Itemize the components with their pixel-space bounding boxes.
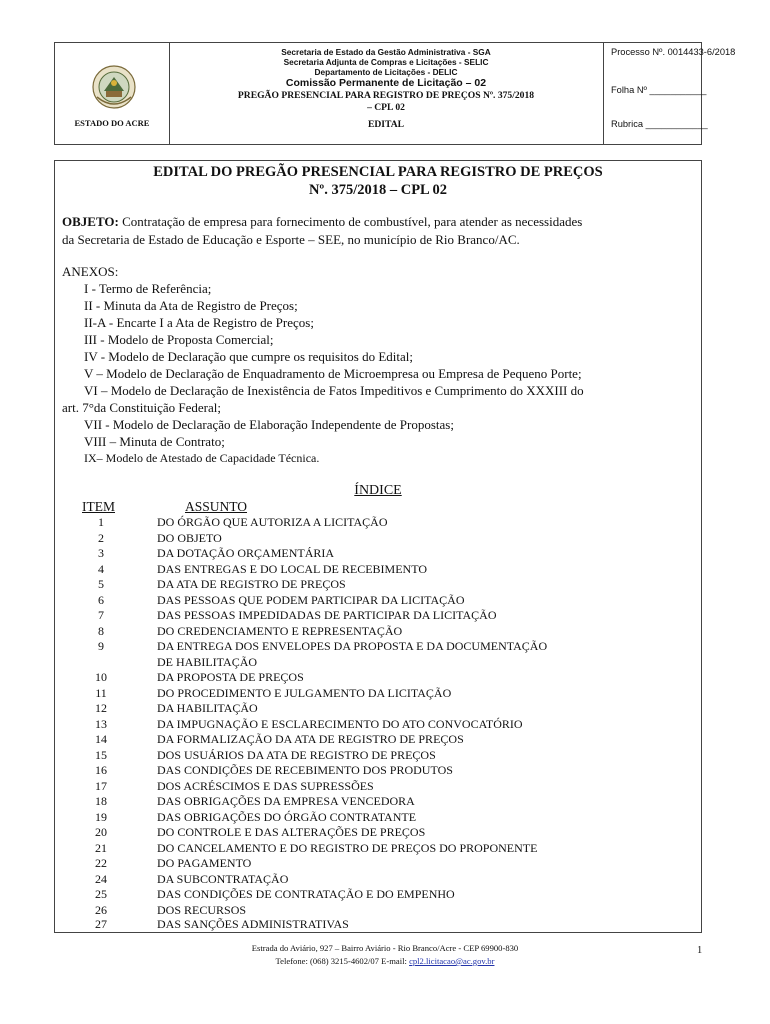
- index-row-subject: DO PROCEDIMENTO E JULGAMENTO DA LICITAÇÃO: [157, 685, 452, 700]
- header-emblem-cell: [55, 43, 170, 144]
- index-row-number: 25: [95, 887, 107, 901]
- index-row-subject: DAS PESSOAS QUE PODEM PARTICIPAR DA LICITAÇÃO: [157, 592, 465, 607]
- anexo-item: art. 7°da Constituição Federal;: [62, 400, 221, 415]
- index-row-number: 11: [95, 685, 107, 700]
- index-row-subject: DA ENTREGA DOS ENVELOPES DA PROPOSTA E DA DOCUMENTAÇÃO: [157, 639, 548, 653]
- pregao-cpl: – CPL 02: [367, 101, 405, 113]
- anexo-item: IX– Modelo de Atestado de Capacidade Técnica.: [84, 451, 320, 465]
- anexo-item: I - Termo de Referência;: [84, 281, 212, 296]
- index-row-number: 26: [95, 902, 107, 917]
- index-row-number: 2: [98, 530, 104, 545]
- index-row-subject: DA IMPUGNAÇÃO E ESCLARECIMENTO DO ATO CONVOCATÓRIO: [157, 716, 523, 731]
- footer-phone: Telefone: (068) 3215-4602/07 E-mail:: [275, 956, 410, 966]
- index-row-subject: DO CREDENCIAMENTO E REPRESENTAÇÃO: [157, 623, 403, 638]
- document-header: [54, 42, 736, 145]
- index-title: ÍNDICE: [354, 483, 402, 498]
- header-right-cell: [603, 43, 736, 144]
- department-name: Departamento de Licitações - DELIC: [314, 67, 458, 77]
- index-column-assunto: ASSUNTO: [185, 499, 248, 514]
- anexo-item: V – Modelo de Declaração de Enquadramento de Microempresa ou Empresa de Pequeno Porte;: [84, 366, 582, 381]
- anexo-item: III - Modelo de Proposta Comercial;: [84, 332, 274, 347]
- index-row-subject: DAS PESSOAS IMPEDIDADAS DE PARTICIPAR DA LICITAÇÃO: [157, 608, 497, 622]
- index-row-number: 12: [95, 701, 107, 715]
- index-row-number: 19: [95, 809, 107, 824]
- index-row-number: 9: [98, 639, 104, 653]
- index-row-number: 18: [95, 794, 107, 808]
- anexo-item: VIII – Minuta de Contrato;: [84, 434, 225, 449]
- index-row-subject: DO CANCELAMENTO E DO REGISTRO DE PREÇOS DO PROPONENTE: [157, 840, 538, 855]
- acre-coat-of-arms-icon: [91, 63, 137, 111]
- anexos-label: ANEXOS:: [62, 264, 119, 279]
- index-row-number: 10: [95, 670, 107, 684]
- index-row-number: 17: [95, 778, 107, 793]
- index-row-number: 13: [95, 716, 107, 731]
- index-row-number: 8: [98, 623, 104, 638]
- objeto-paragraph: [62, 213, 582, 230]
- anexo-item: II - Minuta da Ata de Registro de Preços;: [84, 298, 298, 313]
- index-row-number: 14: [95, 732, 107, 746]
- index-row-subject: DO ÓRGÃO QUE AUTORIZA A LICITAÇÃO: [157, 515, 388, 529]
- edital-label: EDITAL: [367, 119, 405, 130]
- index-row-subject: DA FORMALIZAÇÃO DA ATA DE REGISTRO DE PREÇOS: [157, 732, 464, 746]
- index-row-subject: DO CONTROLE E DAS ALTERAÇÕES DE PREÇOS: [157, 825, 426, 839]
- index-row-number: 27: [95, 917, 107, 931]
- index-row-subject: DAS ENTREGAS E DO LOCAL DE RECEBIMENTO: [157, 561, 427, 576]
- state-label: ESTADO DO ACRE: [74, 118, 150, 128]
- index-row-subject: DE HABILITAÇÃO: [157, 654, 258, 669]
- index-row-subject: DA PROPOSTA DE PREÇOS: [157, 670, 304, 684]
- index-row-subject: DAS CONDIÇÕES DE RECEBIMENTO DOS PRODUTOS: [157, 763, 453, 777]
- anexo-item: II-A - Encarte I a Ata de Registro de Preços;: [84, 315, 314, 330]
- anexo-item: IV - Modelo de Declaração que cumpre os requisitos do Edital;: [84, 349, 413, 364]
- objeto-label: OBJETO:: [62, 214, 119, 229]
- header-center-cell: [169, 43, 604, 144]
- index-row-subject: DOS USUÁRIOS DA ATA DE REGISTRO DE PREÇOS: [157, 747, 436, 762]
- index-row-number: 21: [95, 840, 107, 855]
- index-row-number: 6: [98, 592, 104, 607]
- edital-title: EDITAL DO PREGÃO PRESENCIAL PARA REGISTRO DE PREÇOS: [153, 164, 603, 180]
- anexo-item: VII - Modelo de Declaração de Elaboração Independente de Propostas;: [84, 417, 454, 432]
- index-row-number: 7: [98, 608, 104, 622]
- processo-number: Processo Nº. 0014433-6/2018: [611, 47, 736, 57]
- index-row-subject: DOS ACRÉSCIMOS E DAS SUPRESSÕES: [157, 778, 374, 793]
- index-row-subject: DAS OBRIGAÇÕES DA EMPRESA VENCEDORA: [157, 794, 415, 808]
- anexo-item: VI – Modelo de Declaração de Inexistência de Fatos Impeditivos e Cumprimento do XXXIII do: [84, 383, 584, 398]
- index-row-number: 5: [98, 577, 104, 591]
- index-row-number: 4: [98, 561, 104, 576]
- index-row-subject: DAS OBRIGAÇÕES DO ÓRGÃO CONTRATANTE: [157, 809, 417, 824]
- secretariat-name: Secretaria de Estado da Gestão Administrativa - SGA: [281, 47, 491, 57]
- footer-address: Estrada do Aviário, 927 – Bairro Aviário - Rio Branco/Acre - CEP 69900-830: [251, 943, 519, 953]
- pregao-title: PREGÃO PRESENCIAL PARA REGISTRO DE PREÇOS Nº. 375/2018: [237, 90, 535, 101]
- index-row-subject: DA ATA DE REGISTRO DE PREÇOS: [157, 577, 346, 591]
- footer-contact: [0, 956, 770, 967]
- index-row-number: 22: [95, 856, 107, 870]
- index-row-number: 15: [95, 747, 107, 762]
- index-row-subject: DA DOTAÇÃO ORÇAMENTÁRIA: [157, 546, 335, 560]
- index-row-subject: DO OBJETO: [157, 530, 222, 545]
- adjunct-secretariat-name: Secretaria Adjunta de Compras e Licitações - SELIC: [283, 57, 489, 67]
- index-row-number: 20: [95, 825, 107, 839]
- index-row-number: 1: [98, 515, 104, 529]
- index-row-subject: DAS SANÇÕES ADMINISTRATIVAS: [157, 917, 349, 931]
- index-column-item: ITEM: [82, 499, 115, 514]
- index-row-subject: DOS RECURSOS: [157, 902, 247, 917]
- index-row-number: 24: [95, 871, 107, 886]
- page-number: 1: [697, 945, 703, 956]
- index-row-number: 16: [95, 763, 107, 777]
- edital-number: Nº. 375/2018 – CPL 02: [308, 182, 448, 198]
- rubrica-field: Rubrica ____________: [611, 119, 708, 129]
- commission-name: Comissão Permanente de Licitação – 02: [285, 77, 487, 89]
- folha-field: Folha Nº ___________: [611, 85, 707, 95]
- objeto-text-2: da Secretaria de Estado de Educação e Esporte – SEE, no município de Rio Branco/AC.: [62, 232, 520, 247]
- index-row-number: 3: [98, 546, 104, 560]
- index-row-subject: DA HABILITAÇÃO: [157, 701, 258, 715]
- index-row-subject: DAS CONDIÇÕES DE CONTRATAÇÃO E DO EMPENHO: [157, 887, 455, 901]
- index-row-subject: DO PAGAMENTO: [157, 856, 252, 870]
- footer-email-link[interactable]: cpl2.licitacao@ac.gov.br: [409, 956, 495, 966]
- objeto-text-1: Contratação de empresa para fornecimento de combustível, para atender as necessidades: [118, 214, 583, 229]
- index-row-subject: DA SUBCONTRATAÇÃO: [157, 871, 289, 886]
